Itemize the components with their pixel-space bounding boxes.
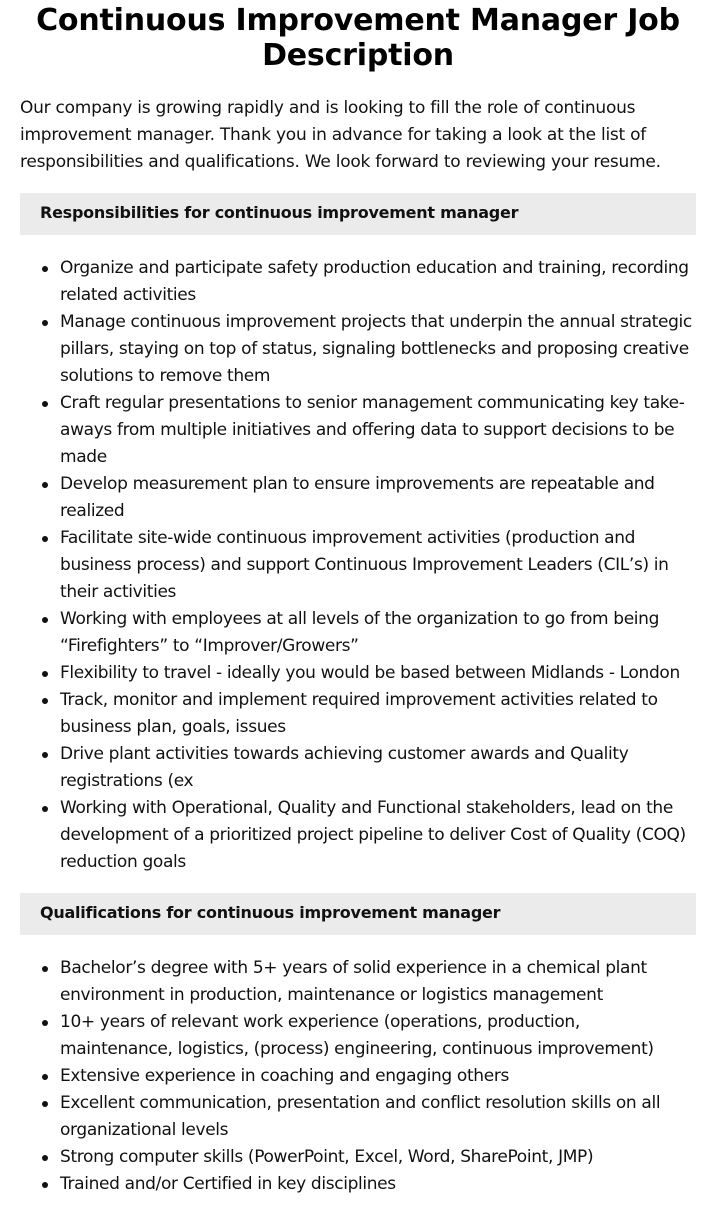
list-item	[60, 795, 696, 876]
bullet-icon	[42, 1101, 48, 1107]
bullet-icon	[42, 617, 48, 623]
list-item-text: 10+ years of relevant work experience (operations, production, maintenance, logistics, (process) engineering, continuous improvement)	[60, 1012, 654, 1059]
list-item	[60, 471, 696, 525]
bullet-icon	[42, 482, 48, 488]
list-item	[60, 255, 696, 309]
bullet-icon	[42, 671, 48, 677]
bullet-icon	[42, 536, 48, 542]
list-item-text: Extensive experience in coaching and engaging others	[60, 1066, 509, 1086]
bullet-icon	[42, 1182, 48, 1188]
list-item	[60, 309, 696, 390]
list-item-text: Excellent communication, presentation and conflict resolution skills on all organizational levels	[60, 1093, 661, 1140]
list-item-text: Drive plant activities towards achieving customer awards and Quality registrations (ex	[60, 744, 629, 791]
qualifications-list	[20, 955, 696, 1198]
bullet-icon	[42, 806, 48, 812]
bullet-icon	[42, 698, 48, 704]
list-item	[60, 525, 696, 606]
list-item	[60, 741, 696, 795]
list-item-text: Organize and participate safety production education and training, recording related activities	[60, 258, 689, 305]
responsibilities-list	[20, 255, 696, 876]
bullet-icon	[42, 966, 48, 972]
list-item-text: Working with Operational, Quality and Functional stakeholders, lead on the development of a prioritized project pipeline to deliver Cost of Quality (COQ) reduction goals	[60, 798, 686, 872]
list-item-text: Trained and/or Certified in key disciplines	[60, 1174, 396, 1194]
bullet-icon	[42, 1020, 48, 1026]
page-title: Continuous Improvement Manager Job Description	[36, 3, 680, 73]
list-item-text: Working with employees at all levels of the organization to go from being “Firefighters” to “Improver/Growers”	[60, 609, 660, 656]
bullet-icon	[42, 320, 48, 326]
intro-paragraph: Our company is growing rapidly and is looking to fill the role of continuous improvement manager. Thank you in advance for taking a look at the list of responsibilities and qualifications. We look forward to reviewing your resume.	[20, 98, 661, 172]
bullet-icon	[42, 1074, 48, 1080]
list-item	[60, 1090, 696, 1144]
list-item-text: Craft regular presentations to senior management communicating key take-aways from multiple initiatives and offering data to support decisions to be made	[60, 393, 685, 467]
list-item	[60, 660, 696, 687]
list-item-text: Flexibility to travel - ideally you would be based between Midlands - London	[60, 663, 680, 683]
bullet-icon	[42, 401, 48, 407]
bullet-icon	[42, 266, 48, 272]
list-item	[60, 1009, 696, 1063]
list-item	[60, 955, 696, 1009]
list-item	[60, 687, 696, 741]
list-item-text: Facilitate site-wide continuous improvement activities (production and business process) and support Continuous Improvement Leaders (CIL’s) in their activities	[60, 528, 669, 602]
list-item	[60, 606, 696, 660]
responsibilities-heading: Responsibilities for continuous improvement manager	[20, 193, 696, 235]
list-item-text: Develop measurement plan to ensure improvements are repeatable and realized	[60, 474, 655, 521]
list-item	[60, 1144, 696, 1171]
list-item	[60, 390, 696, 471]
qualifications-heading: Qualifications for continuous improvement manager	[20, 893, 696, 935]
list-item	[60, 1171, 696, 1198]
list-item-text: Strong computer skills (PowerPoint, Excel, Word, SharePoint, JMP)	[60, 1147, 594, 1167]
list-item-text: Bachelor’s degree with 5+ years of solid experience in a chemical plant environment in production, maintenance or logistics management	[60, 958, 647, 1005]
list-item	[60, 1063, 696, 1090]
bullet-icon	[42, 752, 48, 758]
list-item-text: Track, monitor and implement required improvement activities related to business plan, goals, issues	[60, 690, 658, 737]
list-item-text: Manage continuous improvement projects that underpin the annual strategic pillars, staying on top of status, signaling bottlenecks and proposing creative solutions to remove them	[60, 312, 692, 386]
bullet-icon	[42, 1155, 48, 1161]
